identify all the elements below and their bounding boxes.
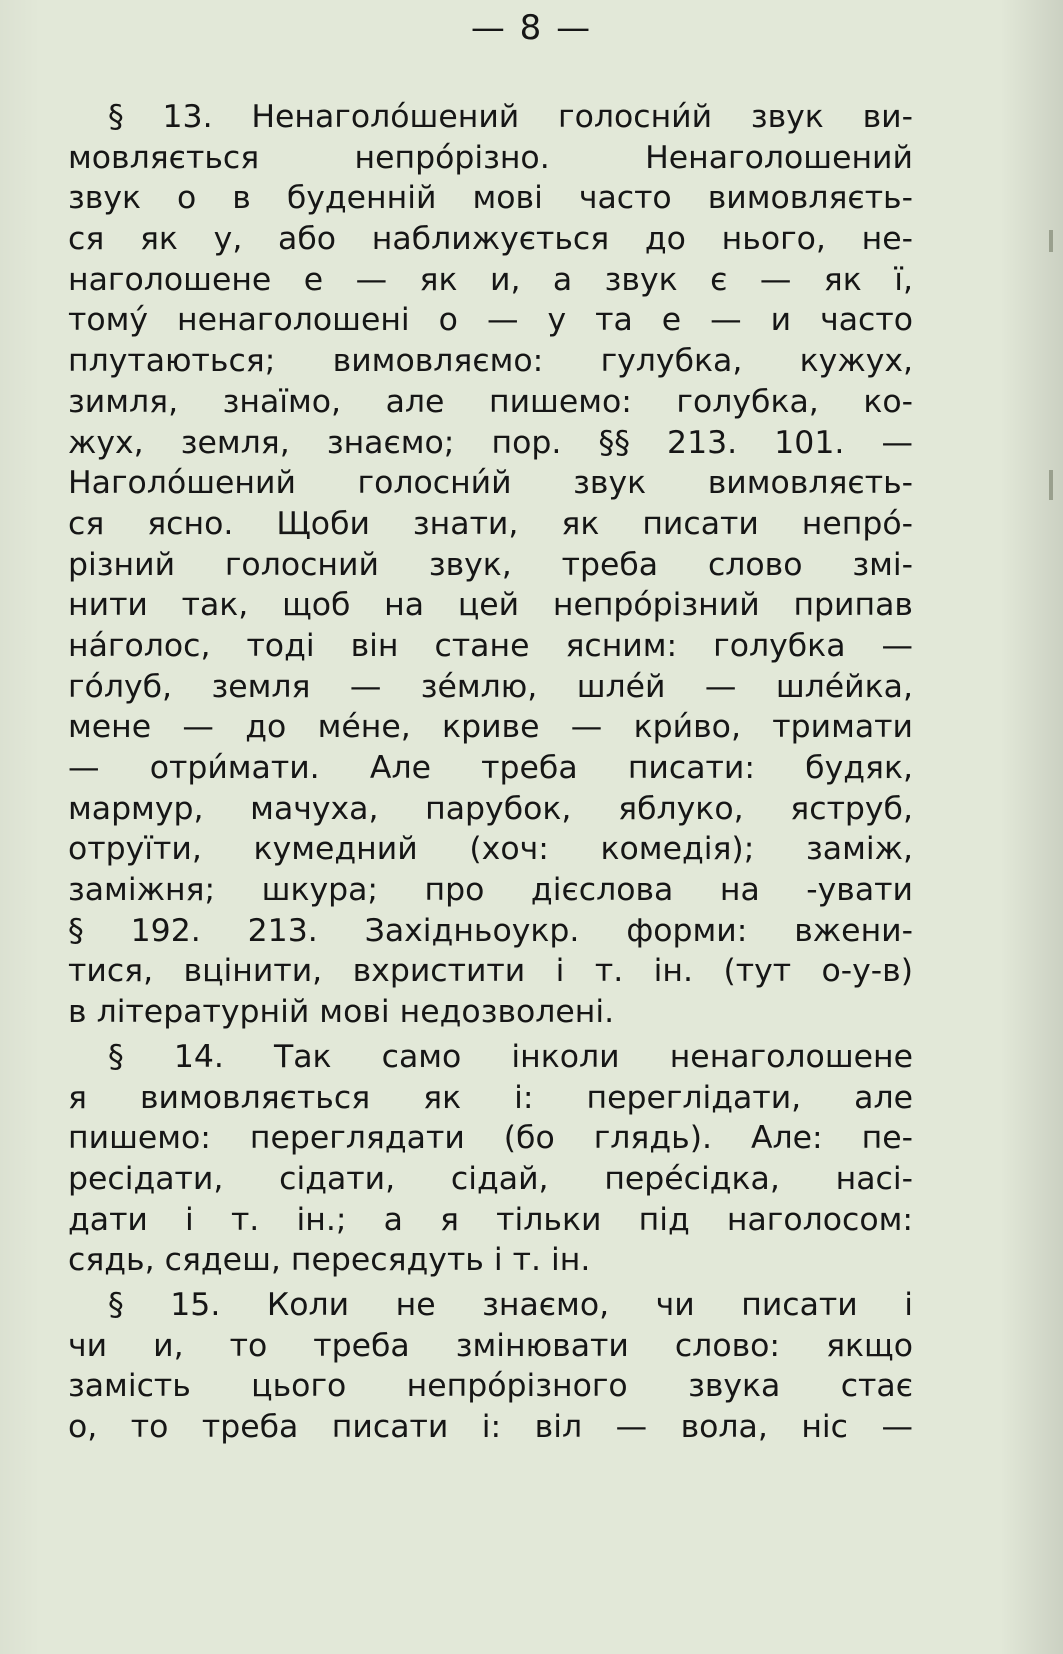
- text-line: тому́ ненаголошені о — у та е — и часто: [68, 302, 913, 339]
- text-line: пишемо: переглядати (бо глядь). Але: пе-: [68, 1120, 913, 1157]
- text-line: на́голос, тоді він стане ясним: голубка —: [68, 627, 913, 664]
- text-line: § 14. Так само інколи ненаголошене: [108, 1038, 913, 1075]
- text-line: замість цього непро́різного звука стає: [68, 1368, 913, 1405]
- text-line: наголошене е — як и, а звук є — як ї,: [68, 261, 913, 298]
- text-line: дати і т. ін.; а я тільки під наголосом:: [68, 1201, 913, 1238]
- text-line: ся як у, або наближується до нього, не-: [68, 221, 913, 258]
- text-line: ся ясно. Щоби знати, як писати непро́-: [68, 505, 913, 542]
- text-line: в літературній мові недозволені.: [68, 994, 615, 1031]
- text-line: тися, вцінити, вхристити і т. ін. (тут о-у-в): [68, 953, 913, 990]
- page-edge-mark: [1049, 470, 1053, 500]
- text-line: го́луб, земля — зе́млю, шле́й — шле́йка,: [68, 668, 913, 705]
- text-line: Наголо́шений голосни́й звук вимовляєть-: [68, 465, 913, 502]
- text-line: плутаються; вимовляємо: гулубка, кужух,: [68, 343, 913, 380]
- text-line: § 15. Коли не знаємо, чи писати і: [108, 1286, 913, 1323]
- text-line: ресідати, сідати, сідай, пере́сідка, насі-: [68, 1160, 913, 1197]
- text-line: § 13. Ненаголо́шений голосни́й звук ви-: [108, 99, 913, 135]
- text-line: мене — до ме́не, криве — кри́во, тримати: [68, 709, 913, 746]
- text-line: мармур, мачуха, парубок, яблуко, яструб,: [68, 790, 913, 827]
- text-line: — отри́мати. Але треба писати: будяк,: [68, 750, 913, 786]
- text-line: сядь, сядеш, пересядуть і т. ін.: [68, 1242, 591, 1279]
- text-line: нити так, щоб на цей непро́різний припав: [68, 587, 913, 624]
- text-line: заміжня; шкура; про дієслова на -увати: [68, 872, 913, 909]
- text-line: § 192. 213. Західньоукр. форми: вжени-: [68, 912, 913, 949]
- text-line: о, то треба писати і: віл — вола, ніс —: [68, 1409, 913, 1445]
- text-line: я вимовляється як і: переглідати, але: [68, 1079, 913, 1116]
- page-edge-mark: [1049, 230, 1053, 252]
- text-line: різний голосний звук, треба слово змі-: [68, 546, 913, 583]
- text-line: отруїти, кумедний (хоч: комедія); заміж,: [68, 831, 913, 868]
- text-line: чи и, то треба змінювати слово: якщо: [68, 1327, 913, 1364]
- text-line: звук о в буденній мові часто вимовляєть-: [68, 180, 913, 217]
- body-text: [68, 97, 913, 1448]
- text-line: зимля, знаїмо, але пишемо: голубка, ко-: [68, 383, 913, 420]
- text-line: мовляється непро́різно. Ненаголошений: [68, 139, 913, 176]
- page-number: — 8 —: [470, 8, 593, 48]
- text-line: жух, земля, знаємо; пор. §§ 213. 101. —: [68, 424, 913, 461]
